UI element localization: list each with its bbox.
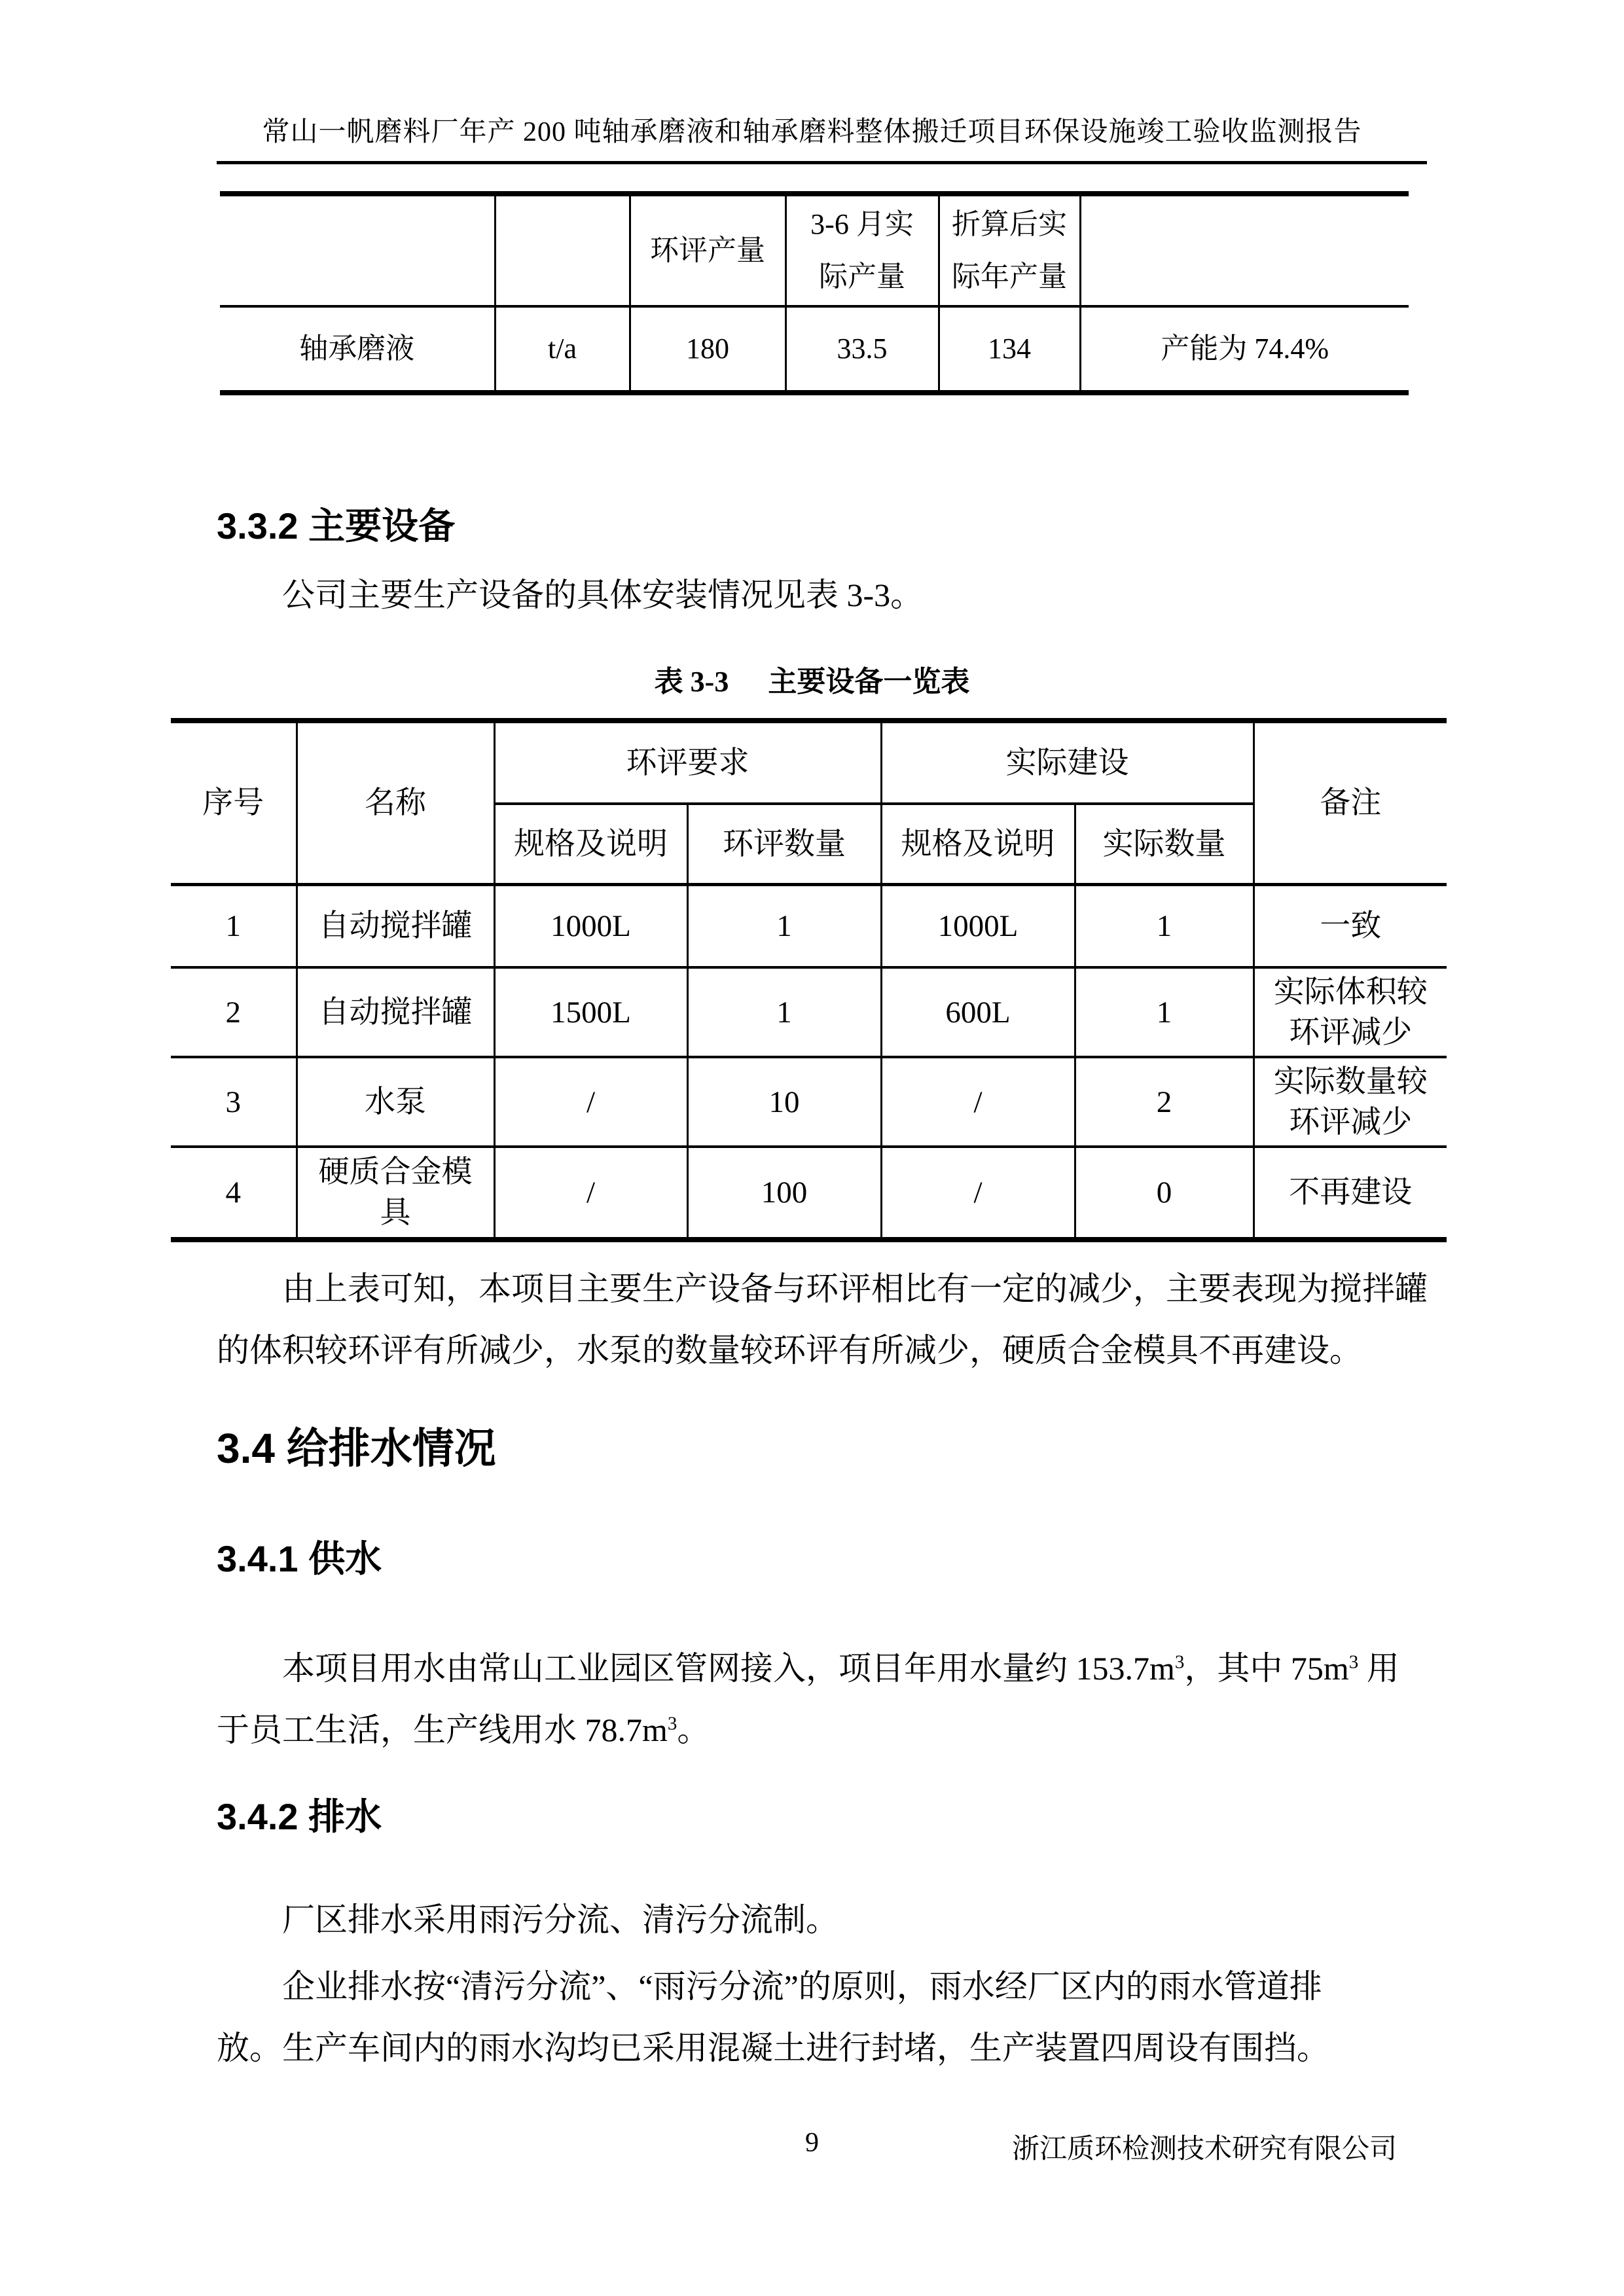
annual-output-cell: 134 [939, 306, 1080, 393]
actual-output-header [785, 194, 939, 306]
paragraph-line: 的体积较环评有所减少，水泵的数量较环评有所减少，硬质合金模具不再建设。 [217, 1332, 1362, 1369]
seq-cell: 1 [171, 885, 297, 968]
remark-header: 备注 [1254, 721, 1447, 885]
unit-cell: t/a [495, 306, 630, 393]
actual-spec-cell: / [881, 1057, 1075, 1147]
remark-cell: 实际数量较环评减少 [1254, 1057, 1447, 1147]
eia-qty-cell: 100 [687, 1147, 881, 1240]
seq-cell: 2 [171, 967, 297, 1057]
actual-output-cell: 33.5 [785, 306, 939, 393]
remark-cell: 不再建设 [1289, 1175, 1413, 1210]
section-heading-332: 3.3.2 主要设备 [217, 505, 456, 547]
eia-spec-cell: / [494, 1147, 687, 1240]
actual-spec-cell: 1000L [881, 885, 1075, 968]
water-supply-paragraph [217, 1638, 1407, 1761]
eia-spec-cell: 1500L [494, 967, 687, 1057]
seq-cell: 3 [171, 1057, 297, 1147]
seq-header: 序号 [171, 721, 297, 885]
product-name-cell: 轴承磨液 [220, 306, 495, 393]
text-segment: 于员工生活，生产线用水 78.7m [217, 1712, 668, 1748]
annual-output-header-line1: 折算后实 [952, 208, 1067, 240]
equipment-row-1 [171, 885, 1447, 968]
equipment-row-2 [171, 967, 1447, 1057]
actual-output-header-line2: 际产量 [819, 260, 905, 293]
actual-qty-cell: 1 [1075, 885, 1254, 968]
paragraph-line [217, 1638, 1407, 1699]
annual-output-header [939, 194, 1080, 306]
analysis-paragraph [217, 1258, 1428, 1381]
eia-qty-cell: 1 [687, 967, 881, 1057]
production-table-header-row [220, 194, 1409, 306]
blank-cell [1080, 194, 1409, 306]
eia-output-cell: 180 [630, 306, 785, 393]
text-segment: ，其中 75m [1184, 1650, 1349, 1687]
production-table-data-row [220, 306, 1409, 393]
table-caption-label: 表 3-3 [654, 666, 729, 698]
header-rule [217, 161, 1427, 164]
superscript: 3 [667, 1713, 677, 1734]
production-table [220, 191, 1409, 395]
actual-qty-header: 实际数量 [1075, 804, 1254, 885]
paragraph-line: 厂区排水采用雨污分流、清污分流制。 [282, 1901, 839, 1938]
equipment-row-3 [171, 1057, 1447, 1147]
eia-qty-cell: 10 [687, 1057, 881, 1147]
running-header-title: 常山一帆磨料厂年产 200 吨轴承磨液和轴承磨料整体搬迁项目环保设施竣工验收监测报告 [262, 117, 1362, 147]
eia-qty-header: 环评数量 [687, 804, 881, 885]
paragraph-line: 公司主要生产设备的具体安装情况见表 3-3。 [282, 577, 924, 613]
name-header: 名称 [297, 721, 494, 885]
seq-cell: 4 [171, 1147, 297, 1240]
table-caption-title: 主要设备一览表 [768, 666, 970, 698]
actual-qty-cell: 1 [1075, 967, 1254, 1057]
blank-cell [220, 194, 495, 306]
eia-spec-cell: 1000L [494, 885, 687, 968]
equipment-intro-paragraph [217, 564, 1407, 626]
name-cell: 自动搅拌罐 [297, 967, 494, 1057]
remark-cell: 一致 [1254, 885, 1447, 968]
table-3-3-caption [217, 658, 1407, 700]
superscript: 3 [1348, 1651, 1359, 1673]
eia-qty-cell: 1 [687, 885, 881, 968]
superscript: 3 [1174, 1651, 1185, 1673]
annual-output-header-line2: 际年产量 [952, 260, 1067, 293]
actual-spec-header: 规格及说明 [881, 804, 1075, 885]
actual-spec-cell: 600L [881, 967, 1075, 1057]
actual-build-header: 实际建设 [881, 721, 1254, 804]
name-cell: 自动搅拌罐 [297, 885, 494, 968]
capacity-remark-cell: 产能为 74.4% [1161, 332, 1329, 365]
blank-cell [495, 194, 630, 306]
equipment-row-4 [171, 1147, 1447, 1240]
name-cell: 水泵 [297, 1057, 494, 1147]
eia-spec-header: 规格及说明 [494, 804, 687, 885]
name-cell: 硬质合金模具 [297, 1147, 494, 1240]
section-heading-341: 3.4.1 供水 [217, 1538, 382, 1579]
actual-output-header-line1: 3-6 月实 [810, 208, 914, 240]
actual-qty-cell: 0 [1075, 1147, 1254, 1240]
text-segment: 本项目用水由常山工业园区管网接入，项目年用水量约 153.7m [282, 1650, 1175, 1687]
drainage-paragraph-2 [217, 1956, 1407, 2079]
drainage-paragraph-1 [217, 1889, 1407, 1950]
paragraph-line: 由上表可知，本项目主要生产设备与环评相比有一定的减少，主要表现为搅拌罐 [282, 1270, 1428, 1307]
paragraph-line [217, 1699, 1407, 1761]
remark-cell: 实际体积较环评减少 [1254, 967, 1447, 1057]
text-segment: 。 [677, 1712, 710, 1748]
equipment-table [171, 718, 1447, 1242]
text-segment: 用 [1358, 1650, 1399, 1687]
eia-output-header: 环评产量 [630, 194, 785, 306]
actual-qty-cell: 2 [1075, 1057, 1254, 1147]
page-number: 9 [805, 2128, 819, 2158]
eia-requirement-header: 环评要求 [494, 721, 881, 804]
section-heading-342: 3.4.2 排水 [217, 1796, 382, 1837]
actual-spec-cell: / [881, 1147, 1075, 1240]
paragraph-line: 放。生产车间内的雨水沟均已采用混凝土进行封堵，生产装置四周设有围挡。 [217, 2030, 1329, 2066]
section-heading-34: 3.4 给排水情况 [217, 1425, 496, 1472]
paragraph-line: 企业排水按“清污分流”、“雨污分流”的原则，雨水经厂区内的雨水管道排 [282, 1968, 1322, 2005]
footer-company-name: 浙江质环检测技术研究有限公司 [1011, 2134, 1397, 2164]
equipment-table-header-row-1 [171, 721, 1447, 804]
eia-spec-cell: / [494, 1057, 687, 1147]
